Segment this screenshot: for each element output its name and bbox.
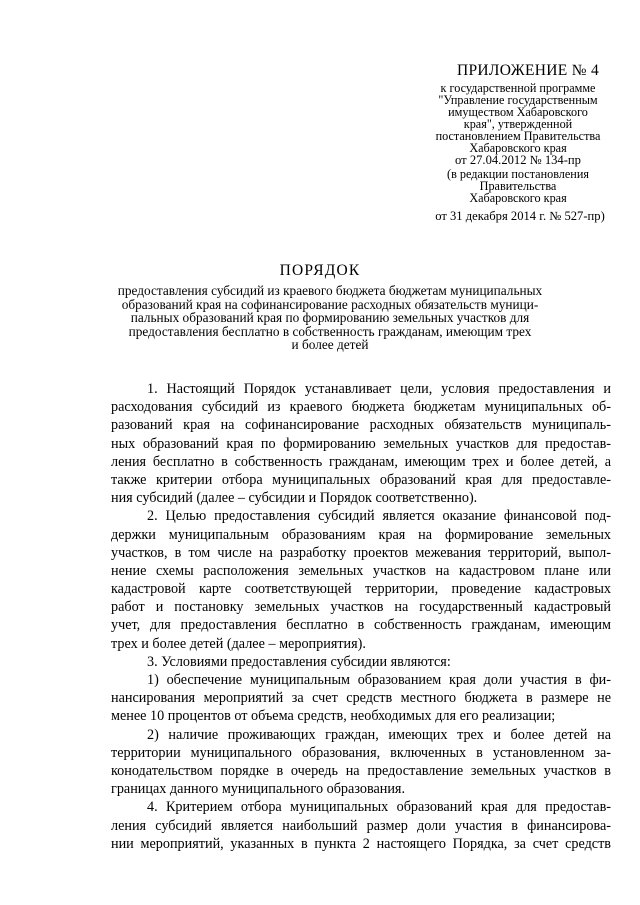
body-line: также критерии отбора муниципальных образований края для предоставле- [111, 471, 611, 488]
appendix-line: края", утвержденной [463, 117, 573, 131]
subtitle-line: пальных образований края по формированию земельных участков для [130, 310, 530, 326]
body-line: нии мероприятий, указанных в пункта 2 настоящего Порядка, за счет средств [111, 835, 611, 852]
appendix-line: Хабаровского края [469, 141, 567, 155]
appendix-date: от 27.04.2012 № 134-пр [455, 153, 581, 167]
body-line: учет, для предоставления бесплатно в собственность гражданам, имеющим [111, 617, 611, 634]
document-title: ПОРЯДОК [279, 262, 361, 279]
body-line: ных образований края по формированию земельных участков для предостав- [111, 435, 611, 452]
subtitle-line: предоставления бесплатно в собственность гражданам, имеющим трех [128, 323, 532, 339]
body-line: территории муниципального образования, включенных в установленном за- [111, 744, 611, 761]
revision-line: Правительства [479, 179, 557, 193]
appendix-approval-block [398, 82, 638, 154]
body-line: кадастровой карте соответствующей территории, проведение кадастровых [111, 581, 611, 598]
body-line: нение схемы расположения земельных участков на кадастровом плане или [111, 562, 611, 579]
body-line: конодательством порядке в очередь на предоставление земельных участков в [111, 762, 611, 779]
appendix-line: имуществом Хабаровского [448, 105, 588, 119]
body-line: 4. Критерием отбора муниципальных образований края для предостав- [147, 799, 611, 816]
appendix-title: ПРИЛОЖЕНИЕ № 4 [456, 62, 600, 79]
subtitle-line: и более детей [291, 337, 369, 353]
body-line: ния субсидий (далее – субсидии и Порядок соответственно). [111, 490, 478, 507]
revision-line: Хабаровского края [469, 191, 567, 205]
body-line: нансирования мероприятий за счет средств местного бюджета в размере не [111, 690, 611, 707]
document-subtitle [95, 284, 565, 352]
body-line: ления бесплатно в собственность гражданам, имеющим трех и более детей, а [111, 453, 611, 470]
body-line: 2. Целью предоставления субсидий является оказание финансовой под- [147, 508, 611, 525]
body-line: 3. Условиями предоставления субсидии являются: [147, 653, 451, 670]
body-line: ления субсидий является наибольший размер доли участия в финансирова- [111, 817, 611, 834]
body-line: 1) обеспечение муниципальным образованием края доли участия в фи- [147, 672, 611, 688]
subtitle-line: образований края на софинансирование расходных обязательств муници- [121, 296, 539, 312]
appendix-line: к государственной программе [440, 81, 596, 95]
body-line: работ и постановку земельных участков на государственный кадастровый [111, 599, 611, 616]
appendix-revision-block [398, 168, 638, 204]
body-line: расходования субсидий из краевого бюджета бюджетам муниципальных об- [111, 399, 611, 416]
revision-line: (в редакции постановления [447, 167, 589, 181]
body-line: участков, в том числе на разработку проектов межевания территорий, выпол- [111, 544, 611, 561]
body-line: границах данного муниципального образования. [111, 781, 406, 798]
body-line: менее 10 процентов от объема средств, необходимых для его реализации; [111, 708, 556, 725]
subtitle-line: предоставления субсидий из краевого бюджета бюджетам муниципальных [117, 283, 543, 298]
body-line: разований края на софинансирование расходных обязательств муниципаль- [111, 417, 611, 434]
body-line: держки муниципальным образованиям края на формирование земельных [111, 526, 611, 543]
document-body [111, 380, 611, 853]
body-line: 1. Настоящий Порядок устанавливает цели, условия предоставления и [147, 381, 611, 397]
appendix-line: "Управление государственным [438, 93, 598, 107]
appendix-line: постановлением Правительства [435, 129, 601, 143]
body-line: 2) наличие проживающих граждан, имеющих трех и более детей на [147, 726, 611, 743]
body-line: трех и более детей (далее – мероприятия). [111, 635, 366, 652]
revision-date: от 31 декабря 2014 г. № 527-пр) [435, 209, 605, 223]
